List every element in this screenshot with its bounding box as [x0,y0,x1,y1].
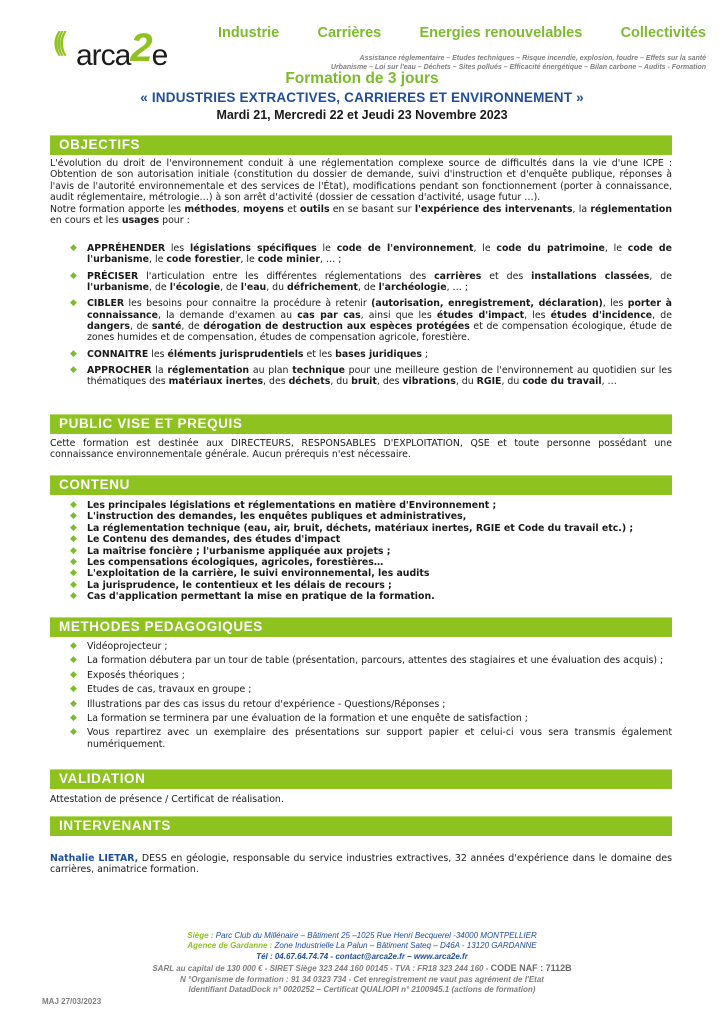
methodes-list [50,641,672,750]
diamond-bullet-icon: ◆ [70,511,77,522]
diamond-bullet-icon: ◆ [70,545,77,556]
list-item: ◆ CONNAITRE les éléments jurisprudentiels et les bases juridiques ; [70,348,429,360]
list-item: ◆ Les principales législations et réglementations en matière d'Environnement ; [70,500,497,511]
diamond-bullet-icon: ◆ [70,713,77,724]
diamond-bullet-icon: ◆ [70,568,77,579]
logo-text: arca2e [76,26,168,72]
list-item: ◆ Etudes de cas, travaux en groupe ; [70,684,252,696]
list-item: ◆ APPROCHER la réglementation au plan technique pour une meilleure gestion de l'environnement au quotidien sur les thématiques des matériaux inertes, des déchets, du bruit, des vibrations, du RGIE, du code du travail, … [70,364,673,388]
list-item: ◆ Cas d'application permettant la mise en pratique de la formation. [70,591,435,603]
arca2e-logo [52,20,192,70]
list-item: ◆ La maîtrise foncière ; l'urbanisme appliquée aux projets ; [70,545,391,557]
section-header-objectifs: OBJECTIFS [50,135,672,155]
intervenant-text: Nathalie LIETAR, DESS en géologie, responsable du service industries extractives, 32 années d'expérience dans le domaine des carrières, animatrice formation. [50,853,673,876]
public-text: Cette formation est destinée aux DIRECTEURS, RESPONSABLES D'EXPLOITATION, QSE et toute personne possédant une connaissance environnementale générale. Aucun prérequis n'est nécessaire. [50,438,672,461]
footer-contact: Tél : 04.67.64.74.74 - contact@arca2e.fr – www.arca2e.fr [256,952,468,961]
list-item: ◆ La jurisprudence, le contentieux et les délais de recours ; [70,579,392,591]
list-item: ◆ L'instruction des demandes, les enquêtes publiques et administratives, [70,511,467,523]
list-item: ◆ La formation débutera par un tour de table (présentation, parcours, attentes des stagiaires et une évaluation des acquis) ; [70,655,664,667]
diamond-bullet-icon: ◆ [70,522,77,533]
diamond-bullet-icon: ◆ [70,591,77,602]
header-categories [218,25,706,41]
validation-text: Attestation de présence / Certificat de réalisation. [50,794,284,805]
intervenant-name: Nathalie LIETAR, [50,853,139,864]
diamond-bullet-icon: ◆ [70,669,77,680]
list-item: ◆ PRÉCISER l'articulation entre les différentes réglementations des carrières et des installations classées, de l'urbanisme, de l'écologie, de l'eau, du défrichement, de l'archéologie, … ; [70,270,672,294]
list-item: ◆ Illustrations par des cas issus du retour d'expérience - Questions/Réponses ; [70,698,446,710]
footer-siege: Siège : Parc Club du Millénaire – Bâtiment 25 –1025 Rue Henri Becquerel -34000 MONTPELLIER [187,931,537,940]
footer-datadock: Identifiant DatadDock n° 0020252 – Certificat QUALIOPI n° 2100945.1 (actions de formation) [188,985,536,994]
section-header-methodes: METHODES PEDAGOGIQUES [50,617,672,637]
objectifs-list [50,243,672,392]
section-header-intervenants: INTERVENANTS [50,816,672,836]
diamond-bullet-icon: ◆ [70,534,77,545]
objectifs-intro: L'évolution du droit de l'environnement conduit à une réglementation complexe source de difficultés dans la vie d'une ICPE : Obtention de son autorisation initiale (constitution du dossier de demande, suivi d'instruction et d'enquête publique, réponses à l'avis de l'autorité environnementale et des services de l'État), modifications pendant son fonctionnement (porter à connaissance, audit réglementaire, métrologie…) à son arrêt d'activité (dossier de cessation d'activité, usage futur …). Notre formation apporte les méthodes, moyens et outils en se basant sur l'expérience des intervenants, la réglementation en cours et les usages pour : [50,158,673,227]
diamond-bullet-icon: ◆ [70,348,77,359]
diamond-bullet-icon: ◆ [70,557,77,568]
category-industrie: Industrie [218,25,280,41]
diamond-bullet-icon: ◆ [70,500,77,510]
list-item: ◆ Les compensations écologiques, agricoles, forestières… [70,557,384,569]
diamond-bullet-icon: ◆ [70,684,77,695]
category-collectivites: Collectivités [620,25,706,41]
diamond-bullet-icon: ◆ [70,243,77,253]
category-carrieres: Carrières [317,25,382,41]
footer-agence: Agence de Gardanne : Zone Industrielle La Palun – Bâtiment Sateq – D46A - 13120 GARDANNE [187,941,537,950]
diamond-bullet-icon: ◆ [70,364,77,375]
list-item: ◆ L'exploitation de la carrière, le suivi environnemental, les audits [70,568,430,580]
list-item: ◆ La réglementation technique (eau, air, bruit, déchets, matériaux inertes, RGIE et Code du travail etc.) ; [70,522,634,534]
diamond-bullet-icon: ◆ [70,579,77,590]
diamond-bullet-icon: ◆ [70,298,77,309]
diamond-bullet-icon: ◆ [70,270,77,281]
list-item: ◆ CIBLER les besoins pour connaitre la procédure à retenir (autorisation, enregistrement, déclaration), les porter à connaissance, la demande d'examen au cas par cas, ainsi que les études d'impact, les études d'incidence, de dangers, de santé, de dérogation de destruction aux espèces protégées et de compensation écologique, étude de zones humides et de compensation, études de compensation agricole, forestière. [70,298,672,344]
tagline-line-2: Urbanisme – Loi sur l'eau – Déchets – Sites pollués – Efficacité énergétique – Bilan carbone – Audits - Formation [330,64,706,71]
diamond-bullet-icon: ◆ [70,698,77,709]
section-header-validation: VALIDATION [50,769,672,789]
list-item: ◆ Exposés théoriques ; [70,669,185,681]
footer-sarl: SARL au capital de 130 000 € - SIRET Siège 323 244 160 00145 - TVA : FR18 323 244 160 - CODE NAF : 7112B [152,963,572,973]
section-header-public: PUBLIC VISE ET PREQUIS [50,414,672,434]
formation-title: Formation de 3 jours [285,70,439,87]
list-item: ◆ La formation se terminera par une évaluation de la formation et une enquête de satisfaction ; [70,713,528,725]
list-item: ◆ Vous repartirez avec un exemplaire des présentations sur support papier et celui-ci vous sera transmis également numériquement. [70,727,672,750]
list-item: ◆ Le Contenu des demandes, des études d'impact [70,534,341,546]
contenu-list [50,500,672,603]
diamond-bullet-icon: ◆ [70,655,77,666]
update-date: MAJ 27/03/2023 [42,997,102,1006]
category-energies: Energies renouvelables [419,25,583,41]
formation-dates: Mardi 21, Mercredi 22 et Jeudi 23 Novembre 2023 [216,108,508,122]
footer-organisme: N °Organisme de formation : 91 34 0323 734 - Cet enregistrement ne vaut pas agrément de l'Etat [180,975,544,984]
diamond-bullet-icon: ◆ [70,727,77,738]
section-header-contenu: CONTENU [50,475,672,495]
list-item: ◆ APPRÉHENDER les législations spécifiques le code de l'environnement, le code du patrimoine, le code de l'urbanisme, le code forestier, le code minier, … ; [70,243,672,266]
tagline-line-1: Assistance réglementaire – Etudes techniques – Risque incendie, explosion, foudre – Effets sur la santé [359,55,706,62]
main-title: « INDUSTRIES EXTRACTIVES, CARRIERES ET ENVIRONNEMENT » [140,90,584,105]
logo-arcs-icon: ((( [52,26,61,59]
list-item: ◆ Vidéoprojecteur ; [70,641,168,652]
diamond-bullet-icon: ◆ [70,641,77,651]
